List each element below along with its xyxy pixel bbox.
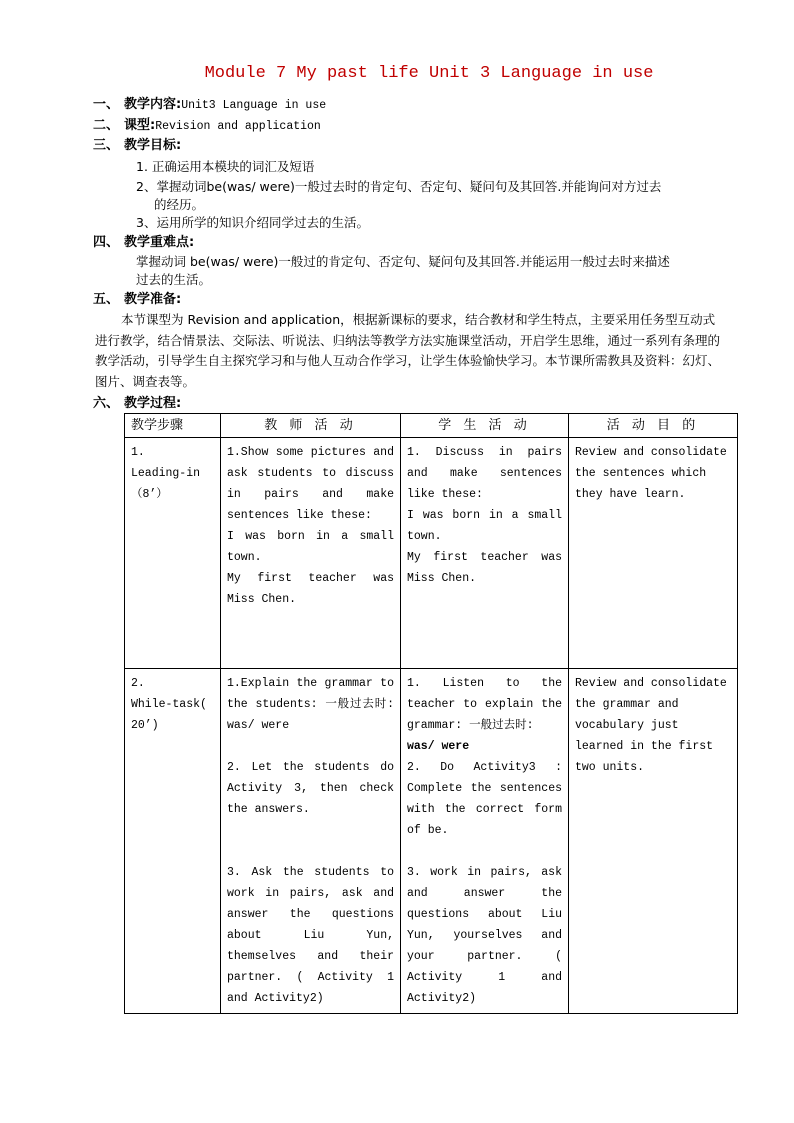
table-row [125, 438, 738, 669]
purpose-text: Review and consolidate the sentences which they have learn. [575, 446, 727, 501]
section-number: 五、 [93, 292, 120, 307]
section-objectives [93, 136, 181, 156]
student-activity-cell [401, 669, 569, 1014]
objective-item: 2、掌握动词be(was/ were)一般过去时的肯定句、否定句、疑问句及其回答.并能询问对方过去 [136, 179, 662, 194]
objective-item-continued: 的经历。 [154, 197, 205, 212]
step-name: Leading-in [131, 467, 201, 480]
step-duration: （8’） [131, 488, 168, 501]
header-teacher: 教 师 活 动 [221, 414, 401, 438]
section-number: 三、 [93, 138, 120, 153]
section-key-points [93, 233, 194, 253]
section-lesson-type [93, 116, 321, 137]
student-activity-text: 1. Listen to the teacher to explain the grammar: 一般过去时: [407, 677, 562, 732]
header-step: 教学步骤 [125, 414, 221, 438]
preparation-paragraph: 本节课型为 Revision and application，根据新课标的要求，结合教材和学生特点，主要采用任务型互动式进行教学，结合情景法、交际法、听说法、归纳法等教学方法实施课堂活动，开启学生思维，通过一系列有条理的教学活动，引导学生自主探究学习和与他人互动合作学习，让学生体验愉快学习。本节课所需教具及资料：幻灯、图片、调查表等。 [95, 312, 721, 389]
section-heading: 教学过程: [124, 396, 182, 411]
student-activity-text: 2. Do Activity3 : Complete the sentences with the correct form of be. [407, 761, 562, 837]
section-content [93, 95, 326, 116]
student-activity-text: 1. Discuss in pairs and make sentences like these: [407, 446, 562, 501]
section-preparation [93, 290, 181, 310]
document-title: Module 7 My past life Unit 3 Language in use [204, 64, 654, 83]
section-process [93, 394, 181, 414]
section-heading: 教学目标: [124, 138, 182, 153]
teaching-process-table [124, 413, 738, 1014]
teacher-activity-text: 3. Ask the students to work in pairs, ask and answer the questions about Liu Yun, themselves and their partner. ( Activity 1 and Activity2) [227, 866, 394, 1005]
section-heading: 教学内容: [124, 97, 182, 112]
student-activity-text: My first teacher was Miss Chen. [407, 551, 562, 585]
section-heading: 课型: [124, 118, 156, 133]
student-activity-text: I was born in a small town. [407, 509, 562, 543]
purpose-text: Review and consolidate the grammar and vocabulary just learned in the first two units. [575, 677, 727, 774]
student-activity-text: was/ were [407, 740, 470, 753]
purpose-cell [569, 438, 738, 669]
key-point-text: 过去的生活。 [136, 272, 212, 287]
step-name: While-task( [131, 698, 207, 711]
table-header-row [125, 414, 738, 438]
student-activity-text: 3. work in pairs, ask and answer the questions about Liu Yun, yourselves and your partner. ( Activity 1 and Activity2) [407, 866, 562, 1005]
key-point-text: 掌握动词 be(was/ were)一般过的肯定句、否定句、疑问句及其回答.并能运用一般过去时来描述 [136, 254, 670, 269]
section-number: 四、 [93, 235, 120, 250]
teacher-activity-cell [221, 669, 401, 1014]
objective-item: 1. 正确运用本模块的词汇及短语 [136, 159, 315, 174]
section-number: 一、 [93, 97, 120, 112]
teacher-activity-text: 1.Show some pictures and ask students to discuss in pairs and make sentences like these: [227, 446, 394, 522]
objective-item: 3、运用所学的知识介绍同学过去的生活。 [136, 215, 369, 230]
teacher-activity-text: 1.Explain the grammar to the students: 一般过去时: was/ were [227, 677, 394, 732]
teacher-activity-text: 2. Let the students do Activity 3, then check the answers. [227, 761, 394, 816]
student-activity-cell [401, 438, 569, 669]
step-cell [125, 669, 221, 1014]
header-purpose: 活 动 目 的 [569, 414, 738, 438]
section-heading: 教学准备: [124, 292, 182, 307]
step-cell [125, 438, 221, 669]
section-number: 二、 [93, 118, 120, 133]
section-number: 六、 [93, 396, 120, 411]
table-row [125, 669, 738, 1014]
section-value: Unit3 Language in use [181, 99, 327, 112]
purpose-cell [569, 669, 738, 1014]
teacher-activity-cell [221, 438, 401, 669]
section-heading: 教学重难点: [124, 235, 195, 250]
step-number: 2. [131, 677, 145, 690]
teacher-activity-text: My first teacher was Miss Chen. [227, 572, 394, 606]
teacher-activity-text: I was born in a small town. [227, 530, 394, 564]
step-duration: 20’) [131, 719, 159, 732]
header-student: 学 生 活 动 [401, 414, 569, 438]
section-value: Revision and application [155, 120, 321, 133]
step-number: 1. [131, 446, 145, 459]
